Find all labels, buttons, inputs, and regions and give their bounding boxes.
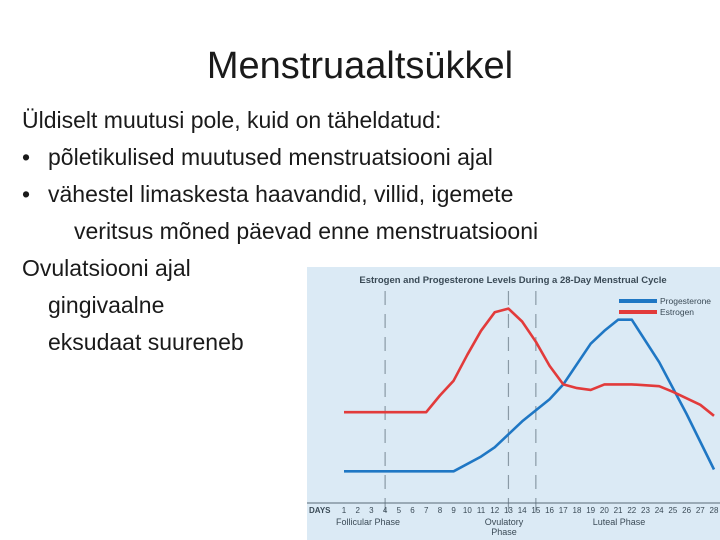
x-tick-label: 1 <box>341 506 347 515</box>
x-tick-label: 26 <box>682 506 692 515</box>
x-tick-label: 11 <box>476 506 486 515</box>
x-tick-label: 22 <box>627 506 637 515</box>
legend-estrogen-label: Estrogen <box>660 307 695 317</box>
ovulation-line-1: gingivaalne <box>48 292 165 318</box>
x-tick-label: 17 <box>558 506 568 515</box>
x-tick-label: 14 <box>517 506 527 515</box>
x-tick-label: 27 <box>695 506 705 515</box>
x-axis-ticks <box>342 506 719 515</box>
x-tick-label: 25 <box>668 506 678 515</box>
phase-labels <box>336 517 645 537</box>
hormone-chart-svg <box>307 267 720 540</box>
x-tick-label: 10 <box>462 506 472 515</box>
phase-label-ovulatory <box>485 517 524 537</box>
bullet-icon: • <box>22 144 31 170</box>
x-tick-label: 8 <box>437 506 443 515</box>
intro-text: Üldiselt muutusi pole, kuid on täheldatud: <box>22 107 442 133</box>
x-tick-label: 20 <box>599 506 609 515</box>
x-tick-label: 18 <box>572 506 582 515</box>
bullet-text: põletikulised muutused menstruatsiooni ajal <box>48 144 493 170</box>
chart-legend <box>619 296 711 317</box>
phase-dividers <box>382 291 536 517</box>
x-axis-label: DAYS <box>309 506 331 515</box>
x-tick-label: 9 <box>451 506 456 515</box>
series-line-progesterone <box>344 320 714 472</box>
bullet-icon: • <box>22 181 31 207</box>
bullet-continuation <box>22 213 538 250</box>
bullet-text: veritsus mõned päevad enne menstruatsiooni <box>74 218 539 244</box>
phase-label-luteal: Luteal Phase <box>592 517 646 527</box>
series-lines <box>344 309 714 472</box>
phase-label-ovulatory-word: Phase <box>491 527 517 537</box>
x-tick-label: 2 <box>355 506 360 515</box>
bullet-text: vähestel limaskesta haavandid, villid, igemete <box>48 181 514 207</box>
chart-title: Estrogen and Progesterone Levels During a 28-Day Menstrual Cycle <box>359 275 667 286</box>
ovulation-line-2: eksudaat suureneb <box>48 329 244 355</box>
x-tick-label: 15 <box>531 506 541 515</box>
x-tick-label: 24 <box>654 506 664 515</box>
x-tick-label: 21 <box>613 506 623 515</box>
x-tick-label: 4 <box>382 506 388 515</box>
x-tick-label: 12 <box>490 506 500 515</box>
x-tick-label: 23 <box>641 506 650 515</box>
bullet-item-2 <box>22 176 538 213</box>
hormone-chart <box>307 267 720 540</box>
x-tick-label: 28 <box>709 506 719 515</box>
phase-label-follicular: Follicular Phase <box>335 517 401 527</box>
phase-label-ovulatory-word: Ovulatory <box>484 517 524 527</box>
x-tick-label: 16 <box>545 506 555 515</box>
x-tick-label: 13 <box>503 506 513 515</box>
ovulation-heading: Ovulatsiooni ajal <box>22 255 191 281</box>
bullet-item-1 <box>22 139 538 176</box>
x-tick-label: 5 <box>396 506 402 515</box>
legend-progesterone-label: Progesterone <box>660 296 712 306</box>
x-tick-label: 3 <box>369 506 374 515</box>
x-tick-label: 6 <box>410 506 415 515</box>
x-tick-label: 19 <box>586 506 596 515</box>
x-tick-label: 7 <box>423 506 429 515</box>
slide-title: Menstruaaltsükkel <box>206 45 514 87</box>
